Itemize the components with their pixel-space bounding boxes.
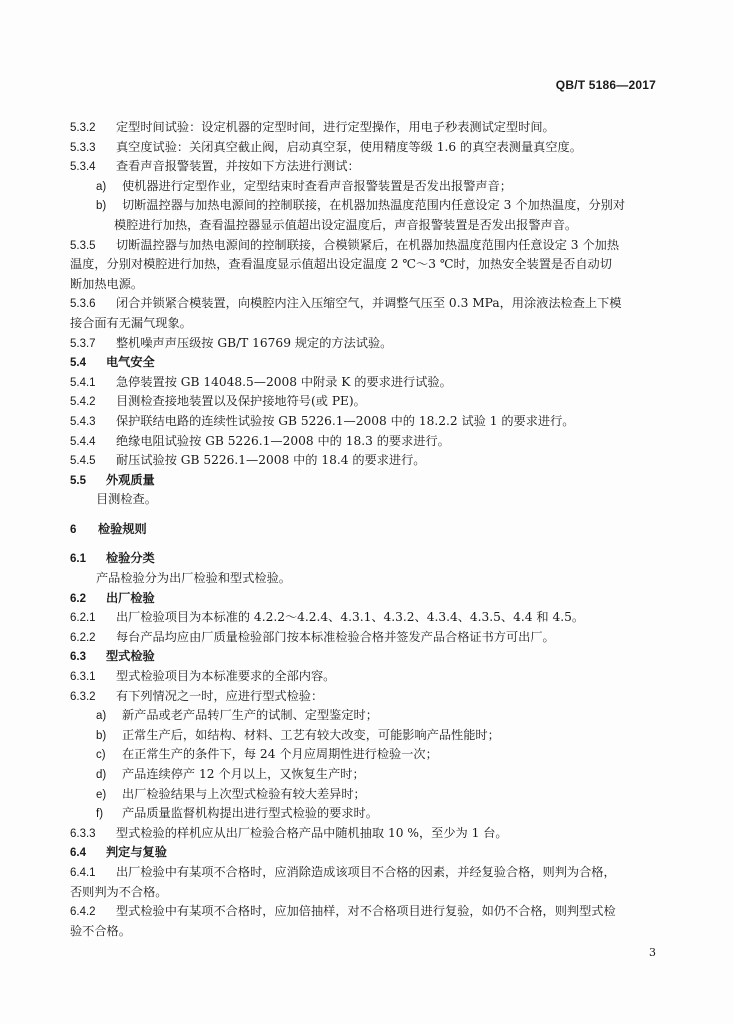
clause-number: 5.5 — [70, 474, 86, 487]
clause-number: 6.1 — [70, 553, 86, 566]
clause-text: 目测检查接地装置以及保护接地符号(或 PE)。 — [116, 394, 366, 409]
clause-line — [70, 628, 670, 648]
clause-text: 有下列情况之一时，应进行型式检验： — [116, 688, 324, 703]
clause-text: 出厂检验项目为本标准的 4.2.2～4.2.4、4.3.1、4.3.2、4.3.4、4.3.5、4.4 和 4.5。 — [116, 610, 585, 625]
list-marker: b) — [96, 729, 107, 742]
clause-text: 出厂检验结果与上次型式检验有较大差异时； — [122, 786, 366, 801]
clause-text: 产品质量监督机构提出进行型式检验的要求时。 — [122, 806, 378, 821]
clause-number: 6 — [70, 523, 77, 536]
clause-line — [70, 138, 670, 158]
list-marker: f) — [96, 808, 104, 821]
clause-text: 使机器进行定型作业，定型结束时查看声音报警装置是否发出报警声音； — [122, 178, 512, 193]
clause-line — [70, 236, 670, 256]
clause-text: 目测检查。 — [96, 492, 157, 507]
clause-text: 断加热电源。 — [70, 276, 144, 291]
clause-number: 6.3.3 — [70, 827, 96, 840]
clause-text: 闭合并锁紧合模装置，向模腔内注入压缩空气，并调整气压至 0.3 MPa，用涂液法检查上下模 — [116, 296, 622, 311]
clause-text: 切断温控器与加热电源间的控制联接，合模锁紧后，在机器加热温度范围内任意设定 3 个加热 — [116, 237, 620, 252]
clause-text: 新产品或老产品转厂生产的试制、定型鉴定时； — [122, 708, 378, 723]
clause-text: 定型时间试验：设定机器的定型时间，进行定型操作，用电子秒表测试定型时间。 — [116, 120, 555, 134]
clause-number: 5.3.7 — [70, 337, 96, 350]
clause-text: 型式检验 — [106, 649, 155, 664]
clause-number: 5.3.6 — [70, 298, 96, 311]
clause-number: 5.4 — [70, 357, 86, 370]
clause-text: 耐压试验按 GB 5226.1—2008 中的 18.4 的要求进行。 — [116, 453, 426, 468]
clause-text: 电气安全 — [106, 355, 155, 370]
clause-text: 真空度试验：关闭真空截止阀，启动真空泵，使用精度等级 1.6 的真空表测量真空度。 — [116, 139, 582, 154]
clause-number: 6.2.2 — [70, 631, 96, 644]
clause-line — [70, 392, 670, 412]
clause-text: 型式检验中有某项不合格时，应加倍抽样，对不合格项目进行复验，如仍不合格，则判型式检 — [116, 904, 616, 919]
clause-line — [70, 432, 670, 452]
list-marker: e) — [96, 788, 107, 801]
section-heading — [70, 549, 670, 569]
clause-text: 接合面有无漏气现象。 — [70, 315, 192, 330]
clause-number: 5.4.5 — [70, 455, 96, 468]
clause-text: 判定与复验 — [106, 845, 167, 860]
clause-line — [70, 824, 670, 844]
clause-number: 6.4.2 — [70, 906, 96, 919]
clause-text: 外观质量 — [106, 472, 155, 487]
clause-line — [70, 490, 670, 510]
list-item — [70, 177, 670, 197]
clause-text: 产品连续停产 12 个月以上，又恢复生产时； — [122, 767, 365, 781]
clause-number: 6.2.1 — [70, 612, 96, 625]
section-heading — [70, 589, 670, 609]
clause-line — [70, 373, 670, 393]
clause-number: 5.4.4 — [70, 435, 96, 448]
section-gap — [70, 539, 670, 549]
clause-line — [70, 687, 670, 707]
clause-line — [70, 412, 670, 432]
clause-text: 产品检验分为出厂检验和型式检验。 — [96, 571, 291, 586]
clause-line — [70, 608, 670, 628]
section-heading — [70, 843, 670, 863]
clause-line — [70, 216, 670, 236]
clause-text: 温度，分别对模腔进行加热，查看温度显示值超出设定温度 2 ℃～3 ℃时，加热安全装置是否自动切 — [70, 257, 612, 272]
clause-line — [70, 275, 670, 295]
list-item — [70, 706, 670, 726]
section-heading — [70, 647, 670, 667]
clause-text: 急停装置按 GB 14048.5—2008 中附录 K 的要求进行试验。 — [116, 374, 452, 389]
list-marker: b) — [96, 200, 107, 213]
list-item — [70, 785, 670, 805]
document-body — [70, 118, 670, 941]
clause-text: 检验规则 — [98, 521, 147, 536]
clause-text: 出厂检验中有某项不合格时，应消除造成该项目不合格的因素，并经复验合格，则判为合格， — [116, 864, 616, 879]
clause-number: 6.3.2 — [70, 690, 96, 703]
clause-text: 保护联结电路的连续性试验按 GB 5226.1—2008 中的 18.2.2 试验 1 的要求进行。 — [116, 413, 575, 428]
clause-text: 出厂检验 — [106, 590, 155, 605]
clause-text: 模腔进行加热，查看温控器显示值超出设定温度后，声音报警装置是否发出报警声音。 — [114, 217, 578, 232]
clause-line — [70, 334, 670, 354]
clause-text: 查看声音报警装置，并按如下方法进行测试： — [116, 159, 360, 174]
list-marker: a) — [96, 180, 107, 193]
clause-number: 6.3 — [70, 651, 86, 664]
clause-number: 5.4.1 — [70, 376, 96, 389]
clause-line — [70, 922, 670, 942]
section-heading — [70, 471, 670, 491]
section-heading — [70, 520, 670, 540]
clause-number: 5.3.3 — [70, 141, 96, 154]
clause-text: 正常生产后，如结构、材料、工艺有较大改变，可能影响产品性能时； — [122, 727, 500, 742]
clause-text: 在正常生产的条件下，每 24 个月应周期性进行检验一次； — [122, 747, 438, 762]
clause-line — [70, 451, 670, 471]
list-marker: d) — [96, 769, 107, 781]
clause-text: 验不合格。 — [70, 923, 131, 938]
clause-line — [70, 314, 670, 334]
list-marker: c) — [96, 749, 106, 762]
clause-line — [70, 863, 670, 883]
clause-line — [70, 294, 670, 314]
clause-line — [70, 157, 670, 177]
clause-number: 5.3.2 — [70, 122, 96, 134]
section-gap — [70, 510, 670, 520]
clause-number: 6.4.1 — [70, 866, 96, 879]
list-item — [70, 804, 670, 824]
clause-text: 每台产品均应由厂质量检验部门按本标准检验合格并签发产品合格证书方可出厂。 — [116, 629, 555, 644]
section-heading — [70, 353, 670, 373]
list-item — [70, 196, 670, 216]
clause-text: 切断温控器与加热电源间的控制联接，在机器加热温度范围内任意设定 3 个加热温度，分别对 — [122, 198, 626, 213]
clause-text: 否则判为不合格。 — [70, 884, 168, 899]
clause-text: 型式检验项目为本标准要求的全部内容。 — [116, 669, 336, 684]
clause-text: 检验分类 — [106, 551, 155, 566]
page-number: 3 — [649, 946, 656, 959]
clause-text: 绝缘电阻试验按 GB 5226.1—2008 中的 18.3 的要求进行。 — [116, 433, 450, 448]
clause-text: 型式检验的样机应从出厂检验合格产品中随机抽取 10 %，至少为 1 台。 — [116, 825, 508, 840]
list-item — [70, 745, 670, 765]
clause-line — [70, 255, 670, 275]
clause-number: 6.2 — [70, 592, 86, 605]
clause-number: 5.4.3 — [70, 415, 96, 428]
clause-text: 整机噪声声压级按 GB/T 16769 规定的方法试验。 — [116, 335, 393, 350]
clause-line — [70, 118, 670, 138]
standard-number-header: QB/T 5186—2017 — [555, 78, 656, 92]
clause-number: 5.3.5 — [70, 239, 96, 252]
list-marker: a) — [96, 710, 107, 723]
clause-line — [70, 667, 670, 687]
clause-line — [70, 569, 670, 589]
clause-number: 5.3.4 — [70, 161, 96, 174]
list-item — [70, 726, 670, 746]
clause-number: 6.4 — [70, 847, 86, 860]
list-item — [70, 765, 670, 785]
clause-line — [70, 883, 670, 903]
clause-number: 5.4.2 — [70, 396, 96, 409]
clause-line — [70, 902, 670, 922]
clause-number: 6.3.1 — [70, 671, 96, 684]
